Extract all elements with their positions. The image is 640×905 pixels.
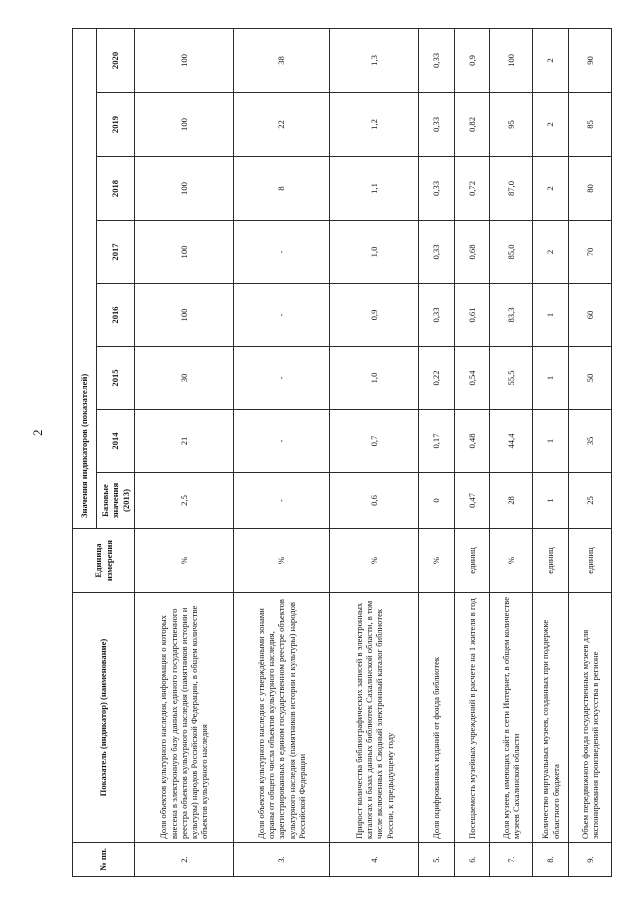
table-row	[233, 28, 329, 876]
row-year-value: 80	[568, 157, 611, 221]
header-base: Базовые значения (2013)	[97, 473, 135, 529]
row-indicator-label: Доля музеев, имеющих сайт в сети Интернет, в общем количестве музеев Сахалинской области	[490, 593, 533, 843]
header-year: 2020	[97, 28, 135, 92]
header-year: 2015	[97, 347, 135, 410]
row-year-value: 0,72	[454, 157, 490, 221]
rotated-table-container	[72, 29, 612, 877]
row-year-value: 1,1	[330, 157, 419, 221]
row-year-value: 38	[233, 28, 329, 92]
row-year-value: 0,33	[419, 221, 455, 284]
row-base-value: -	[233, 473, 329, 529]
row-year-value: 0,17	[419, 410, 455, 473]
row-number: 5.	[419, 843, 455, 877]
header-year: 2018	[97, 157, 135, 221]
header-values-group: Значения индикаторов (показателей)	[73, 28, 97, 528]
header-year: 2017	[97, 221, 135, 284]
row-indicator-label: Доля объектов культурного наследия, информация о которых внесена в электронную базу данных единого государственного реестра объектов культурного наследия (памятников истории и культуры) народов Российской Федерации, в общем количестве объектов культурного наследия	[135, 593, 234, 843]
row-year-value: 0,82	[454, 93, 490, 157]
row-unit: единиц	[533, 529, 569, 593]
row-number: 3.	[233, 843, 329, 877]
row-base-value: 28	[490, 473, 533, 529]
table-row	[490, 28, 533, 876]
row-year-value: 85,0	[490, 221, 533, 284]
table-row	[330, 28, 419, 876]
row-year-value: 100	[135, 284, 234, 347]
row-year-value: 85	[568, 93, 611, 157]
row-number: 6.	[454, 843, 490, 877]
row-year-value: 44,4	[490, 410, 533, 473]
row-year-value: 2	[533, 221, 569, 284]
row-indicator-label: Доля оцифрованных изданий от фонда библиотек	[419, 593, 455, 843]
table-row	[135, 28, 234, 876]
row-year-value: 0,48	[454, 410, 490, 473]
row-year-value: 100	[135, 28, 234, 92]
row-year-value: 0,9	[330, 284, 419, 347]
row-year-value: 1,0	[330, 347, 419, 410]
row-number: 7.	[490, 843, 533, 877]
row-year-value: 100	[135, 221, 234, 284]
row-number: 9.	[568, 843, 611, 877]
page-number: 2	[30, 429, 45, 436]
header-indicator: Показатель (индикатор) (наименование)	[73, 593, 135, 843]
row-indicator-label: Количество виртуальных музеев, созданных при поддержке областного бюджета	[533, 593, 569, 843]
row-base-value: 0,6	[330, 473, 419, 529]
row-year-value: 1	[533, 284, 569, 347]
header-year: 2019	[97, 93, 135, 157]
row-year-value: 0,33	[419, 28, 455, 92]
row-indicator-label: Прирост количества библиографических записей в электронных каталогах и базах данных библиотек Сахалинской области, в том числе включенных в Сводный электронный каталог библиотек России, к предыдущему году	[330, 593, 419, 843]
row-year-value: 2	[533, 93, 569, 157]
header-num: № пп.	[73, 843, 135, 877]
row-year-value: 2	[533, 28, 569, 92]
row-number: 2.	[135, 843, 234, 877]
row-year-value: 30	[135, 347, 234, 410]
row-unit: %	[419, 529, 455, 593]
row-year-value: 0,33	[419, 284, 455, 347]
row-year-value: 83,3	[490, 284, 533, 347]
row-year-value: 0,33	[419, 93, 455, 157]
row-year-value: 0,9	[454, 28, 490, 92]
row-unit: %	[135, 529, 234, 593]
table-row	[533, 28, 569, 876]
row-year-value: 8	[233, 157, 329, 221]
row-unit: %	[233, 529, 329, 593]
header-year: 2014	[97, 410, 135, 473]
row-unit: %	[490, 529, 533, 593]
row-year-value: 0,68	[454, 221, 490, 284]
row-year-value: 35	[568, 410, 611, 473]
indicators-table	[72, 28, 612, 877]
table-row	[568, 28, 611, 876]
row-indicator-label: Доля объектов культурного наследия с утверждёнными зонами охраны от общего числа объектов культурного наследия, зарегистрированных в едином государственном реестре объектов культурного наследия (памятников истории и культуры) народов Российской Федерации	[233, 593, 329, 843]
row-unit: единиц	[454, 529, 490, 593]
row-year-value: 60	[568, 284, 611, 347]
row-indicator-label: Посещаемость музейных учреждений в расчете на 1 жителя в год	[454, 593, 490, 843]
row-year-value: 0,61	[454, 284, 490, 347]
row-indicator-label: Объем передвижного фонда государственных музеев для экспонирования произведений искусства в регионе	[568, 593, 611, 843]
row-base-value: 25	[568, 473, 611, 529]
row-unit: единиц	[568, 529, 611, 593]
row-number: 4.	[330, 843, 419, 877]
row-number: 8.	[533, 843, 569, 877]
row-year-value: 100	[135, 93, 234, 157]
row-year-value: 100	[490, 28, 533, 92]
row-year-value: 22	[233, 93, 329, 157]
row-year-value: -	[233, 410, 329, 473]
table-row	[419, 28, 455, 876]
row-base-value: 0	[419, 473, 455, 529]
row-year-value: 2	[533, 157, 569, 221]
row-base-value: 0,47	[454, 473, 490, 529]
row-year-value: 1	[533, 410, 569, 473]
row-year-value: 50	[568, 347, 611, 410]
row-unit: %	[330, 529, 419, 593]
row-year-value: 1,0	[330, 221, 419, 284]
row-year-value: 1,2	[330, 93, 419, 157]
row-year-value: 0,33	[419, 157, 455, 221]
row-base-value: 1	[533, 473, 569, 529]
row-year-value: -	[233, 284, 329, 347]
table-row	[454, 28, 490, 876]
row-year-value: 55,5	[490, 347, 533, 410]
row-year-value: 1	[533, 347, 569, 410]
row-year-value: -	[233, 221, 329, 284]
row-year-value: 1,3	[330, 28, 419, 92]
row-year-value: 87,0	[490, 157, 533, 221]
row-year-value: 21	[135, 410, 234, 473]
row-year-value: 0,7	[330, 410, 419, 473]
row-year-value: 90	[568, 28, 611, 92]
row-year-value: 95	[490, 93, 533, 157]
row-year-value: 100	[135, 157, 234, 221]
header-unit: Единица измерения	[73, 529, 135, 593]
row-base-value: 2,5	[135, 473, 234, 529]
row-year-value: 70	[568, 221, 611, 284]
header-year: 2016	[97, 284, 135, 347]
row-year-value: 0,54	[454, 347, 490, 410]
row-year-value: 0,22	[419, 347, 455, 410]
row-year-value: -	[233, 347, 329, 410]
